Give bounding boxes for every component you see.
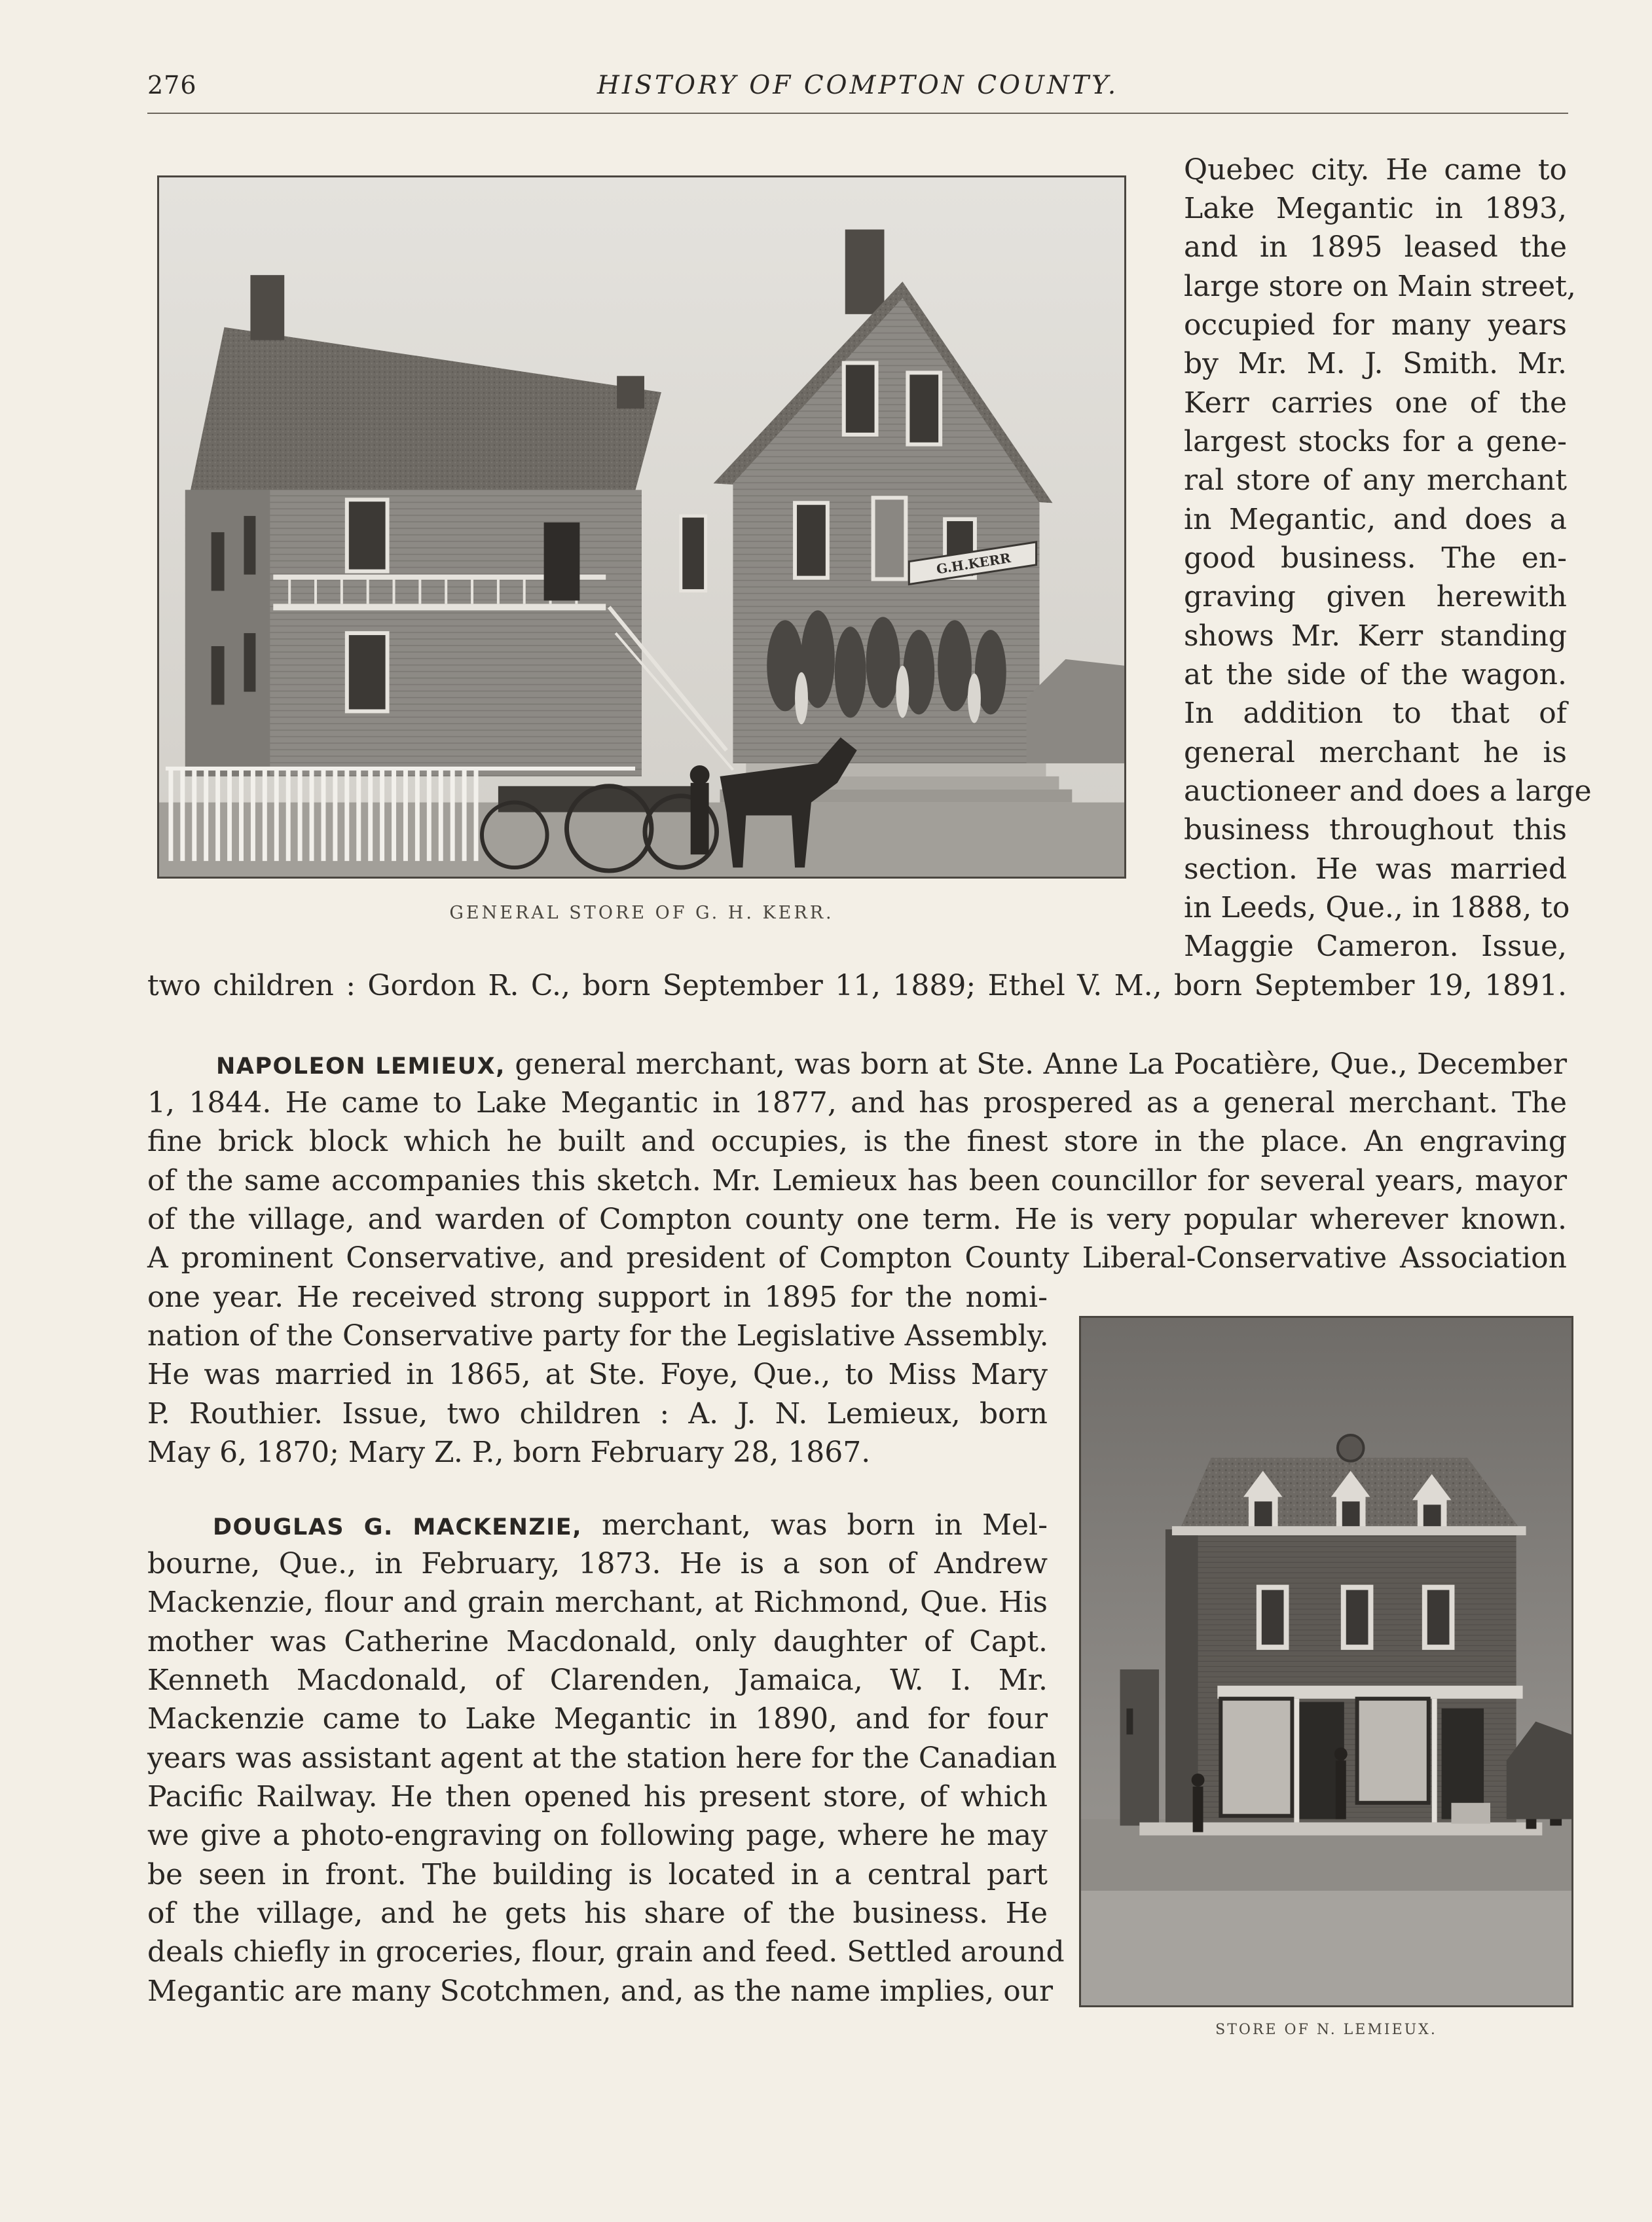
text-line: A prominent Conservative, and president of Compton County Liberal-Conservative Association xyxy=(147,1241,1567,1275)
page-number: 276 xyxy=(147,71,197,100)
text-line: Maggie Cameron. Issue, xyxy=(1184,930,1567,963)
text-line: NAPOLEON LEMIEUX, general merchant, was born at Ste. Anne La Pocatière, Que., December xyxy=(216,1047,1567,1081)
lemieux-store-photo xyxy=(1079,1316,1573,2007)
text-line: P. Routhier. Issue, two children : A. J. N. Lemieux, born xyxy=(147,1397,1048,1430)
mackenzie-name: DOUGLAS G. MACKENZIE, xyxy=(213,1514,583,1540)
text-line: two children : Gordon R. C., born September 11, 1889; Ethel V. M., born September 19, 1891. xyxy=(147,969,1567,1002)
running-title: HISTORY OF COMPTON COUNTY. xyxy=(597,71,1119,100)
text-line: be seen in front. The building is located in a central part xyxy=(147,1858,1048,1891)
text-line: section. He was married xyxy=(1184,852,1567,886)
text-line: 1, 1844. He came to Lake Megantic in 1877, and has prospered as a general merchant. The xyxy=(147,1086,1567,1120)
text-line: occupied for many years xyxy=(1184,308,1567,342)
text-line: years was assistant agent at the station here for the Canadian xyxy=(147,1741,1057,1775)
text-line: deals chiefly in groceries, flour, grain and feed. Settled around xyxy=(147,1935,1065,1969)
text-line: DOUGLAS G. MACKENZIE, merchant, was born in Mel- xyxy=(213,1508,1048,1542)
kerr-sign-text: G.H.KERR xyxy=(935,549,1012,577)
kerr-store-photo xyxy=(157,175,1126,879)
text-line: mother was Catherine Macdonald, only daughter of Capt. xyxy=(147,1625,1048,1658)
text-line: Kenneth Macdonald, of Clarenden, Jamaica, W. I. Mr. xyxy=(147,1664,1048,1697)
header-rule xyxy=(147,113,1568,114)
text-line: we give a photo-engraving on following page, where he may xyxy=(147,1819,1048,1852)
text-line: Megantic are many Scotchmen, and, as the name implies, our xyxy=(147,1975,1054,2008)
text-line: in Leeds, Que., in 1888, to xyxy=(1184,891,1570,924)
text-line: general merchant he is xyxy=(1184,736,1567,769)
running-head xyxy=(147,71,1568,110)
text-line: large store on Main street, xyxy=(1184,270,1576,303)
lemieux-photo-caption: STORE OF N. LEMIEUX. xyxy=(1215,2022,1437,2038)
text-line: Lake Megantic in 1893, xyxy=(1184,192,1567,225)
text-line: bourne, Que., in February, 1873. He is a son of Andrew xyxy=(147,1547,1048,1580)
text-line: shows Mr. Kerr standing xyxy=(1184,619,1567,653)
text-line: of the village, and warden of Compton county one term. He is very popular wherever known. xyxy=(147,1203,1567,1236)
text-line: of the same accompanies this sketch. Mr. Lemieux has been councillor for several years, mayor xyxy=(147,1164,1567,1197)
text-line: and in 1895 leased the xyxy=(1184,230,1567,264)
text-line: good business. The en- xyxy=(1184,541,1567,575)
text-line: He was married in 1865, at Ste. Foye, Que., to Miss Mary xyxy=(147,1358,1048,1391)
text-line: Mackenzie came to Lake Megantic in 1890, and for four xyxy=(147,1702,1048,1736)
text-line: Pacific Railway. He then opened his present store, of which xyxy=(147,1780,1048,1813)
text-line: graving given herewith xyxy=(1184,580,1567,613)
text-line: by Mr. M. J. Smith. Mr. xyxy=(1184,347,1567,380)
text-line: ral store of any merchant xyxy=(1184,464,1567,497)
text-line: one year. He received strong support in 1895 for the nomi- xyxy=(147,1281,1048,1314)
kerr-photo-caption: GENERAL STORE OF G. H. KERR. xyxy=(449,903,834,923)
text-line: at the side of the wagon. xyxy=(1184,658,1567,691)
text-line: Mackenzie, flour and grain merchant, at Richmond, Que. His xyxy=(147,1586,1048,1619)
text-line: nation of the Conservative party for the Legislative Assembly. xyxy=(147,1319,1049,1353)
text-line: Kerr carries one of the xyxy=(1184,386,1567,420)
text-line: fine brick block which he built and occupies, is the finest store in the place. An engraving xyxy=(147,1125,1567,1158)
lemieux-name: NAPOLEON LEMIEUX, xyxy=(216,1053,505,1080)
text-line: of the village, and he gets his share of the business. He xyxy=(147,1897,1048,1930)
text-line: Quebec city. He came to xyxy=(1184,153,1567,187)
text-line: business throughout this xyxy=(1184,813,1567,847)
text-line: In addition to that of xyxy=(1184,697,1567,730)
text-line: in Megantic, and does a xyxy=(1184,503,1567,536)
text-line: auctioneer and does a large xyxy=(1184,774,1592,808)
text-line: largest stocks for a gene- xyxy=(1184,425,1567,458)
text-line: May 6, 1870; Mary Z. P., born February 28, 1867. xyxy=(147,1436,871,1469)
